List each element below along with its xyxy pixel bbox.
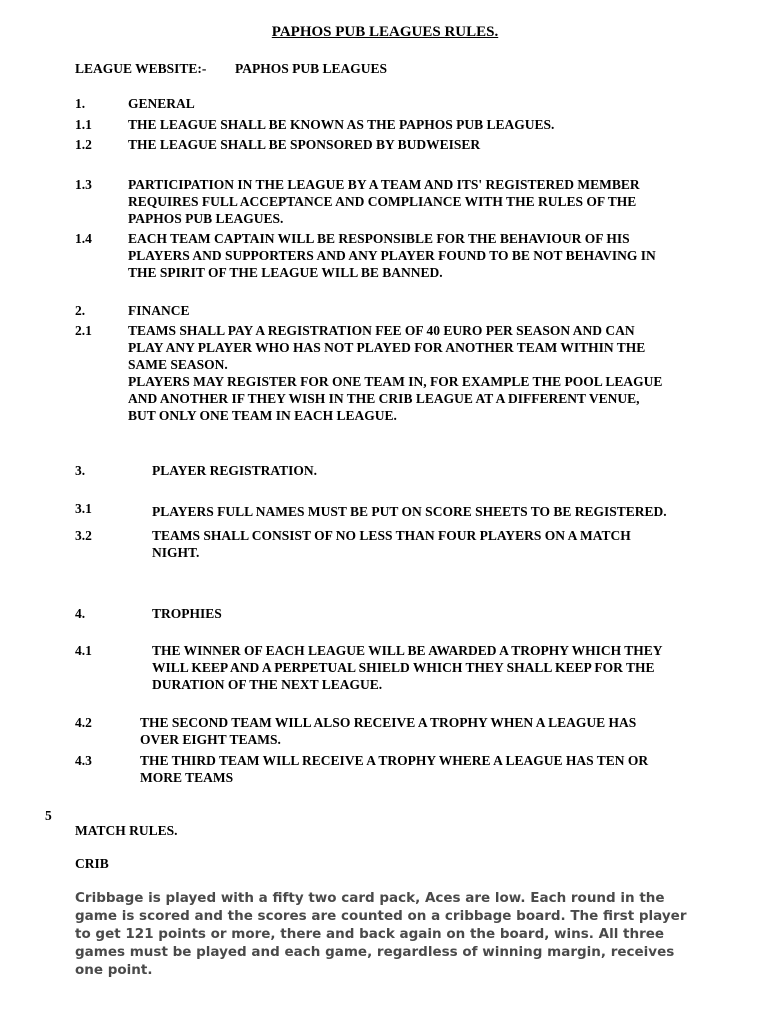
clause-number: 1.2 <box>75 137 92 152</box>
clause-number: 3.2 <box>75 528 92 543</box>
section-number: 5 <box>45 808 52 823</box>
clause-body <box>140 714 636 748</box>
clause-line: PLAYERS AND SUPPORTERS AND ANY PLAYER FOUND TO BE NOT BEHAVING IN <box>128 248 656 263</box>
page-title: PAPHOS PUB LEAGUES RULES. <box>271 24 499 40</box>
section-heading: GENERAL <box>128 96 195 111</box>
section-number: 4. <box>75 606 86 621</box>
clause-number: 4.2 <box>75 715 92 730</box>
paragraph-line: to get 121 points or more, there and back again on the board, wins. All three <box>75 926 665 942</box>
clause-body <box>128 322 662 424</box>
clause-body <box>128 230 656 281</box>
section-number: 3. <box>75 463 86 478</box>
clause-body <box>140 752 648 786</box>
clause-line: BUT ONLY ONE TEAM IN EACH LEAGUE. <box>128 408 397 423</box>
section-heading: FINANCE <box>128 303 190 318</box>
clause-line: THE SECOND TEAM WILL ALSO RECEIVE A TROPHY WHEN A LEAGUE HAS <box>140 715 637 730</box>
paragraph-line: one point. <box>75 962 153 978</box>
clause-body <box>152 642 663 693</box>
clause-line: PAPHOS PUB LEAGUES. <box>128 211 284 226</box>
clause-body <box>152 527 631 561</box>
paragraph-line: games must be played and each game, regardless of winning margin, receives <box>75 944 675 960</box>
clause-line: THE SPIRIT OF THE LEAGUE WILL BE BANNED. <box>128 265 443 280</box>
clause-line: PLAY ANY PLAYER WHO HAS NOT PLAYED FOR ANOTHER TEAM WITHIN THE <box>128 340 646 355</box>
clause-line: THE WINNER OF EACH LEAGUE WILL BE AWARDED A TROPHY WHICH THEY <box>152 643 663 658</box>
crib-paragraph <box>75 889 686 979</box>
clause-text: PLAYERS FULL NAMES MUST BE PUT ON SCORE SHEETS TO BE REGISTERED. <box>152 504 667 519</box>
clause-line: MORE TEAMS <box>140 770 234 785</box>
clause-line: REQUIRES FULL ACCEPTANCE AND COMPLIANCE WITH THE RULES OF THE <box>128 194 637 209</box>
paragraph-line: Cribbage is played with a fifty two card pack, Aces are low. Each round in the <box>75 890 665 906</box>
clause-line: NIGHT. <box>152 545 200 560</box>
website-label: LEAGUE WEBSITE:- <box>75 61 207 76</box>
clause-line: AND ANOTHER IF THEY WISH IN THE CRIB LEAGUE AT A DIFFERENT VENUE, <box>128 391 640 406</box>
paragraph-line: game is scored and the scores are counted on a cribbage board. The first player <box>75 908 687 924</box>
section-number: 1. <box>75 96 86 111</box>
clause-line: THE THIRD TEAM WILL RECEIVE A TROPHY WHERE A LEAGUE HAS TEN OR <box>140 753 649 768</box>
clause-number: 4.1 <box>75 643 92 658</box>
clause-number: 2.1 <box>75 323 92 338</box>
clause-body <box>128 176 640 227</box>
website-value: PAPHOS PUB LEAGUES <box>235 61 388 76</box>
clause-text: THE LEAGUE SHALL BE SPONSORED BY BUDWEISER <box>128 137 481 152</box>
clause-line: WILL KEEP AND A PERPETUAL SHIELD WHICH THEY SHALL KEEP FOR THE <box>152 660 655 675</box>
clause-number: 3.1 <box>75 501 92 516</box>
clause-number: 1.3 <box>75 177 92 192</box>
clause-line: DURATION OF THE NEXT LEAGUE. <box>152 677 383 692</box>
section-number: 2. <box>75 303 86 318</box>
subsection-heading: CRIB <box>75 856 109 871</box>
section-heading: TROPHIES <box>152 606 222 621</box>
section-heading: MATCH RULES. <box>75 823 178 838</box>
clause-line: SAME SEASON. <box>128 357 228 372</box>
clause-text: THE LEAGUE SHALL BE KNOWN AS THE PAPHOS PUB LEAGUES. <box>128 117 555 132</box>
clause-line: TEAMS SHALL CONSIST OF NO LESS THAN FOUR PLAYERS ON A MATCH <box>152 528 631 543</box>
clause-number: 1.1 <box>75 117 92 132</box>
clause-number: 4.3 <box>75 753 92 768</box>
clause-line: PLAYERS MAY REGISTER FOR ONE TEAM IN, FOR EXAMPLE THE POOL LEAGUE <box>128 374 663 389</box>
section-heading: PLAYER REGISTRATION. <box>152 463 318 478</box>
clause-number: 1.4 <box>75 231 92 246</box>
clause-line: PARTICIPATION IN THE LEAGUE BY A TEAM AND ITS' REGISTERED MEMBER <box>128 177 640 192</box>
clause-line: OVER EIGHT TEAMS. <box>140 732 281 747</box>
clause-line: EACH TEAM CAPTAIN WILL BE RESPONSIBLE FOR THE BEHAVIOUR OF HIS <box>128 231 630 246</box>
clause-line: TEAMS SHALL PAY A REGISTRATION FEE OF 40 EURO PER SEASON AND CAN <box>128 323 635 338</box>
